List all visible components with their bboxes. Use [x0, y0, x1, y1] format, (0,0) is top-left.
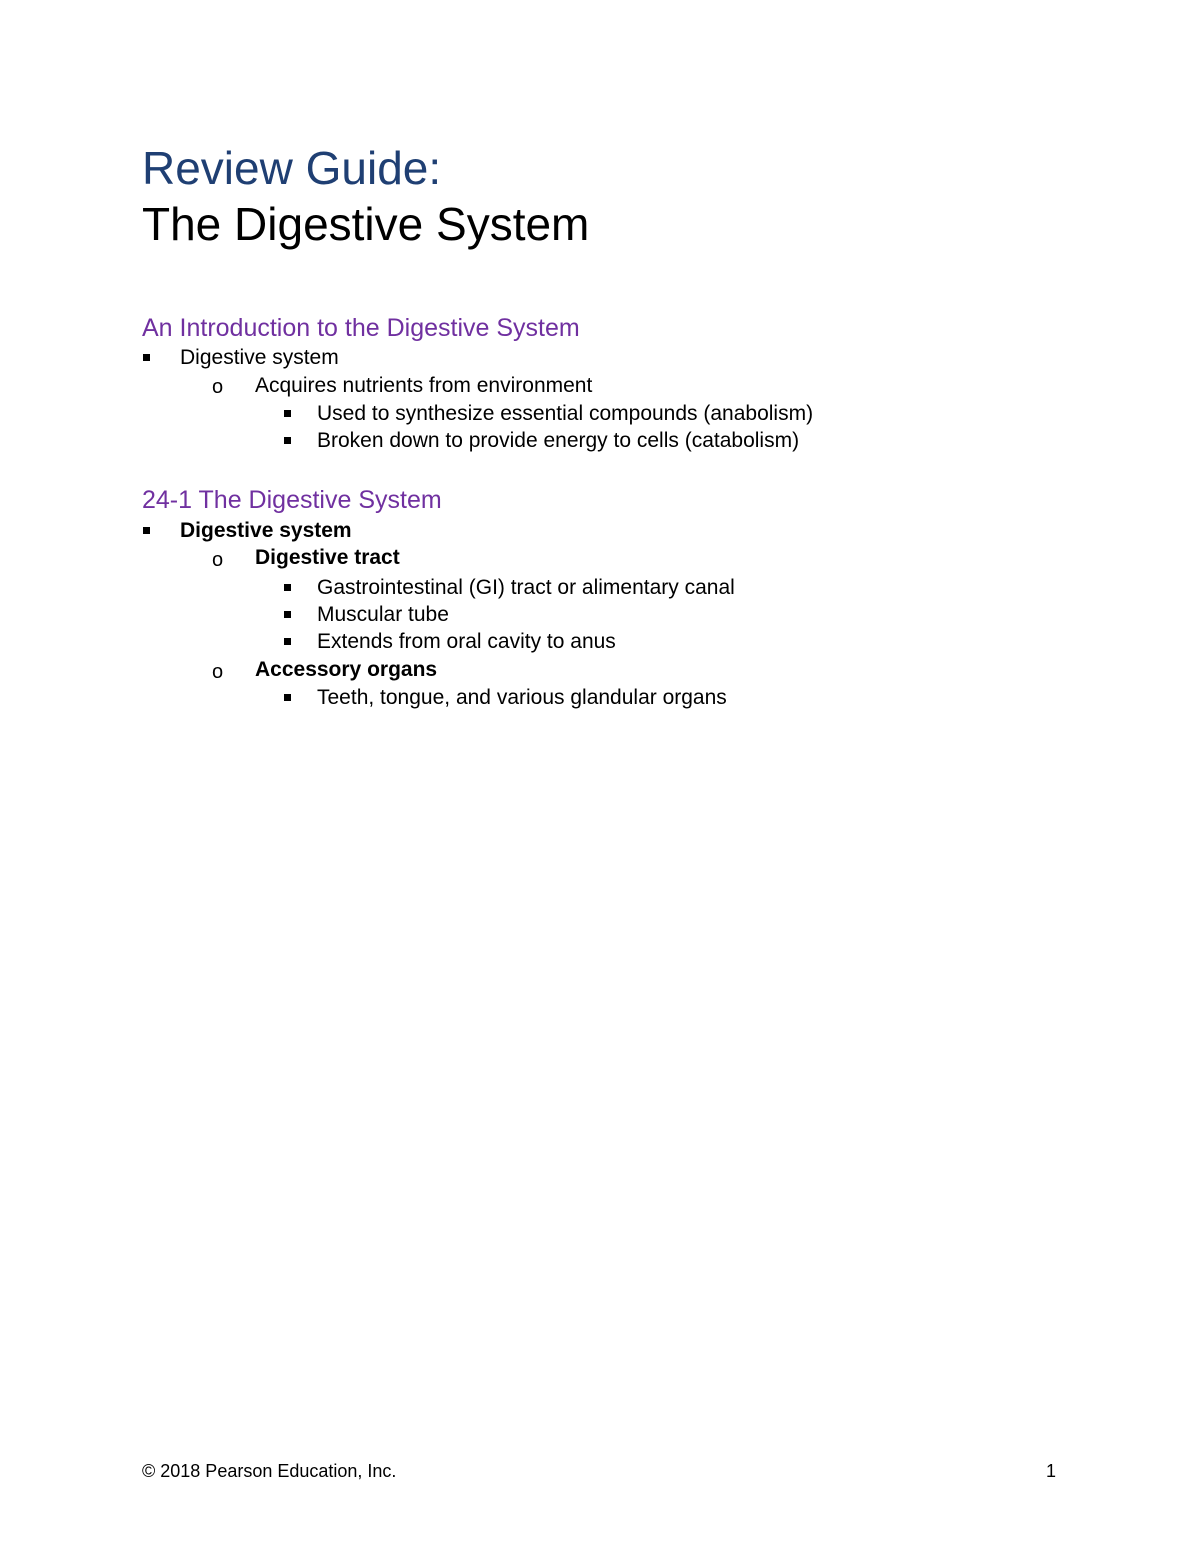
section-heading-24-1: 24-1 The Digestive System — [142, 486, 442, 514]
square-bullet-icon — [143, 527, 150, 534]
circle-bullet-icon: o — [212, 549, 224, 571]
list-item: Gastrointestinal (GI) tract or alimentary canal — [317, 576, 735, 599]
list-item: Teeth, tongue, and various glandular organs — [317, 686, 727, 709]
square-bullet-icon — [284, 437, 291, 444]
square-bullet-icon — [284, 410, 291, 417]
circle-bullet-icon: o — [212, 376, 224, 398]
title-line-2: The Digestive System — [142, 198, 590, 250]
list-item: Accessory organs — [255, 658, 438, 681]
list-item: Muscular tube — [317, 603, 449, 626]
list-item: Used to synthesize essential compounds (anabolism) — [317, 402, 814, 425]
list-item: Digestive tract — [255, 546, 400, 569]
footer-copyright: © 2018 Pearson Education, Inc. — [142, 1461, 397, 1481]
square-bullet-icon — [284, 694, 291, 701]
square-bullet-icon — [284, 584, 291, 591]
footer-page-number: 1 — [1046, 1461, 1057, 1481]
list-item: Digestive system — [180, 519, 352, 542]
title-line-1: Review Guide: — [142, 142, 442, 194]
square-bullet-icon — [284, 611, 291, 618]
list-item: Acquires nutrients from environment — [255, 374, 593, 397]
square-bullet-icon — [143, 354, 150, 361]
circle-bullet-icon: o — [212, 661, 224, 683]
square-bullet-icon — [284, 638, 291, 645]
list-item: Broken down to provide energy to cells (catabolism) — [317, 429, 800, 452]
section-heading-intro: An Introduction to the Digestive System — [142, 314, 580, 342]
list-item: Extends from oral cavity to anus — [317, 630, 616, 653]
list-item: Digestive system — [180, 346, 339, 369]
